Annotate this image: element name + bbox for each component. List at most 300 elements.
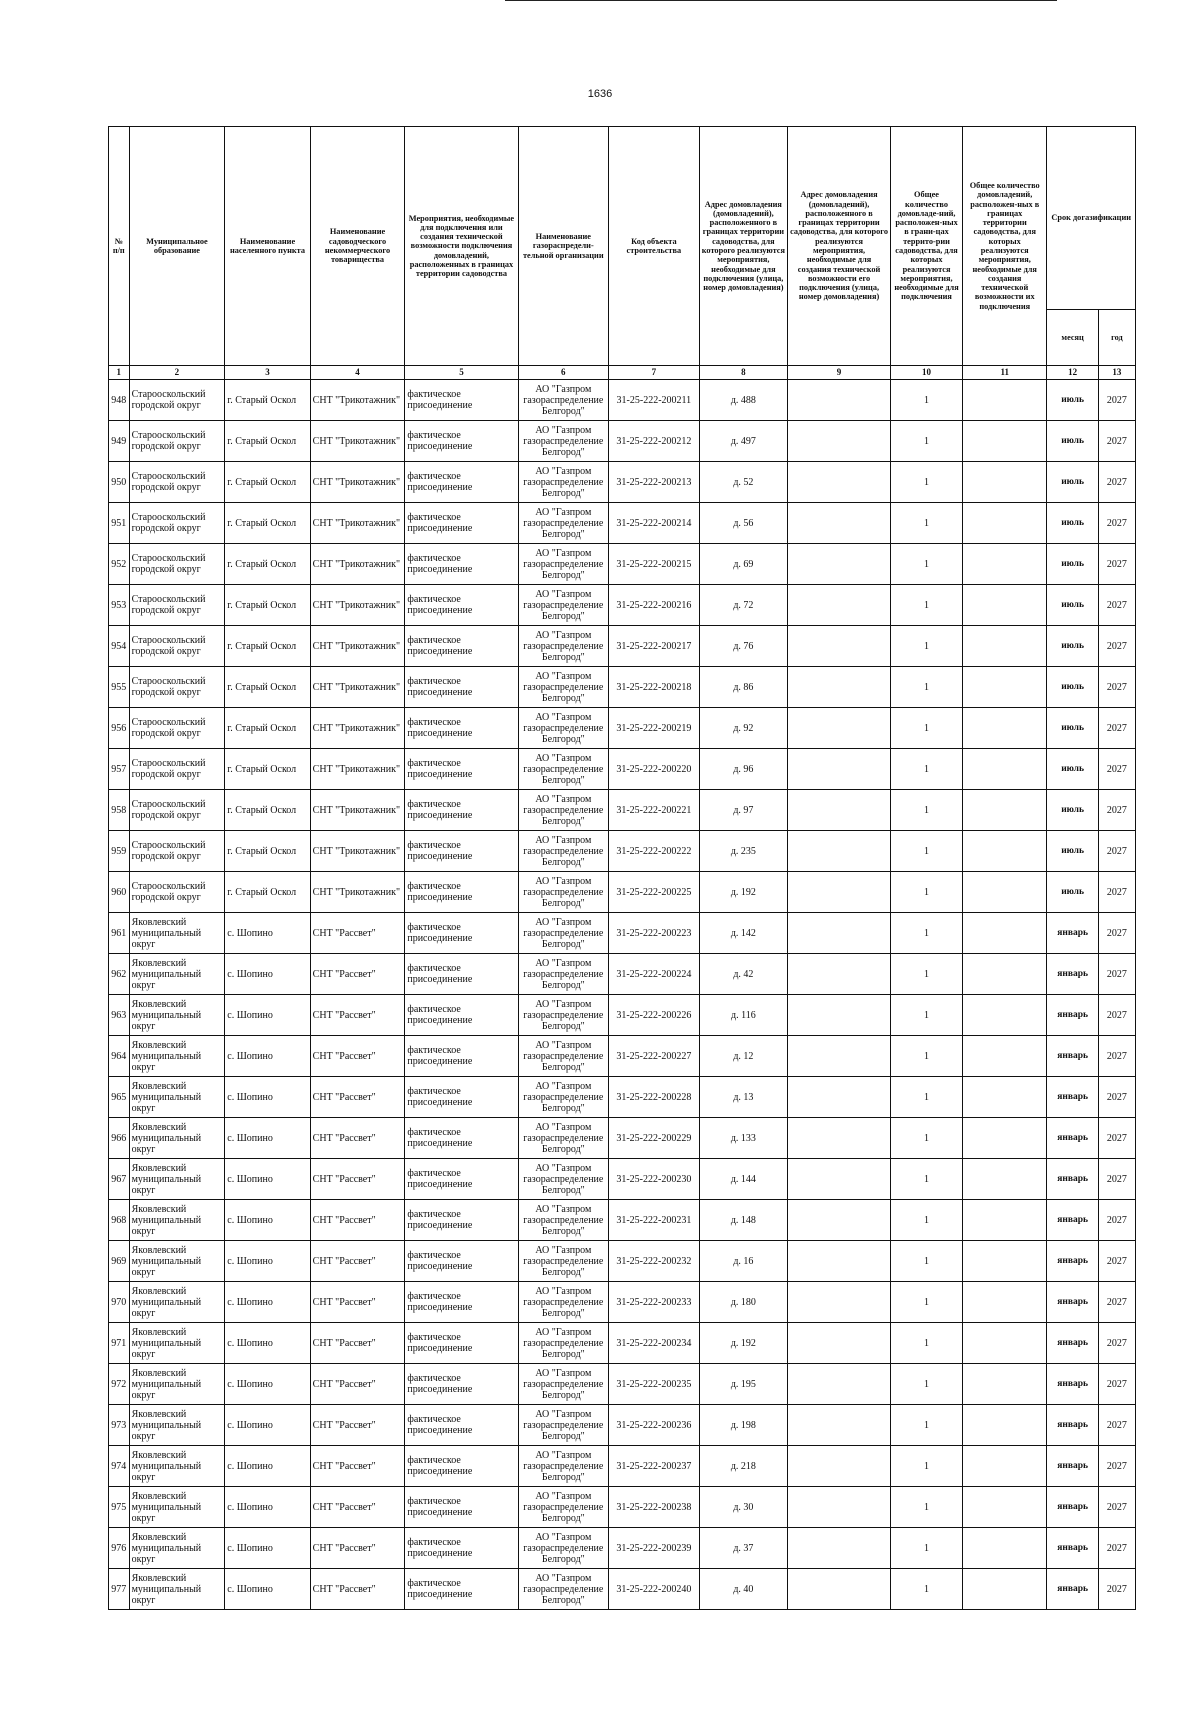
count-cell: 1: [891, 1446, 963, 1487]
year-cell: 2027: [1098, 1282, 1135, 1323]
count-capability-cell: [963, 1487, 1047, 1528]
snt-cell: СНТ "Трикотажник": [310, 421, 405, 462]
year-cell: 2027: [1098, 872, 1135, 913]
year-cell: 2027: [1098, 913, 1135, 954]
measure-cell: фактическое присоединение: [405, 1405, 518, 1446]
count-capability-cell: [963, 1446, 1047, 1487]
gas-org-cell: АО "Газпром газораспределение Белгород": [518, 1077, 609, 1118]
gas-org-cell: АО "Газпром газораспределение Белгород": [518, 503, 609, 544]
row-number: 965: [109, 1077, 130, 1118]
table-row: [109, 667, 1136, 708]
address-capability-cell: [788, 1364, 891, 1405]
month-cell: июль: [1047, 708, 1098, 749]
month-cell: январь: [1047, 1364, 1098, 1405]
measure-cell: фактическое присоединение: [405, 831, 518, 872]
count-cell: 1: [891, 544, 963, 585]
row-number: 972: [109, 1364, 130, 1405]
snt-cell: СНТ "Трикотажник": [310, 626, 405, 667]
address-capability-cell: [788, 954, 891, 995]
municipality-cell: Яковлевский муниципальный округ: [129, 954, 225, 995]
header-year: год: [1098, 310, 1135, 366]
month-cell: июль: [1047, 462, 1098, 503]
municipality-cell: Яковлевский муниципальный округ: [129, 1487, 225, 1528]
settlement-cell: с. Шопино: [225, 1405, 310, 1446]
table-row: [109, 913, 1136, 954]
year-cell: 2027: [1098, 1200, 1135, 1241]
row-number: 953: [109, 585, 130, 626]
top-rule: [505, 0, 1057, 1]
measure-cell: фактическое присоединение: [405, 749, 518, 790]
address-capability-cell: [788, 1282, 891, 1323]
year-cell: 2027: [1098, 1077, 1135, 1118]
row-number: 975: [109, 1487, 130, 1528]
object-code-cell: 31-25-222-200217: [609, 626, 700, 667]
address-cell: д. 16: [699, 1241, 787, 1282]
count-capability-cell: [963, 1528, 1047, 1569]
row-number: 977: [109, 1569, 130, 1610]
object-code-cell: 31-25-222-200227: [609, 1036, 700, 1077]
page-number: 1636: [587, 88, 613, 100]
count-cell: 1: [891, 1569, 963, 1610]
settlement-cell: г. Старый Оскол: [225, 708, 310, 749]
count-cell: 1: [891, 1159, 963, 1200]
municipality-cell: Яковлевский муниципальный округ: [129, 1282, 225, 1323]
object-code-cell: 31-25-222-200215: [609, 544, 700, 585]
address-capability-cell: [788, 503, 891, 544]
count-cell: 1: [891, 872, 963, 913]
header-gas-org: Наименование газораспредели-тельной организации: [518, 127, 609, 366]
object-code-cell: 31-25-222-200234: [609, 1323, 700, 1364]
table-body: [109, 380, 1136, 1610]
row-number: 968: [109, 1200, 130, 1241]
address-capability-cell: [788, 544, 891, 585]
measure-cell: фактическое присоединение: [405, 1487, 518, 1528]
settlement-cell: г. Старый Оскол: [225, 503, 310, 544]
gas-org-cell: АО "Газпром газораспределение Белгород": [518, 790, 609, 831]
gas-org-cell: АО "Газпром газораспределение Белгород": [518, 1159, 609, 1200]
gas-org-cell: АО "Газпром газораспределение Белгород": [518, 1282, 609, 1323]
municipality-cell: Яковлевский муниципальный округ: [129, 1159, 225, 1200]
month-cell: июль: [1047, 380, 1098, 421]
object-code-cell: 31-25-222-200220: [609, 749, 700, 790]
municipality-cell: Старооскольский городской округ: [129, 544, 225, 585]
measure-cell: фактическое присоединение: [405, 585, 518, 626]
count-capability-cell: [963, 749, 1047, 790]
address-capability-cell: [788, 790, 891, 831]
address-capability-cell: [788, 1569, 891, 1610]
row-number: 966: [109, 1118, 130, 1159]
measure-cell: фактическое присоединение: [405, 1036, 518, 1077]
year-cell: 2027: [1098, 462, 1135, 503]
gas-org-cell: АО "Газпром газораспределение Белгород": [518, 667, 609, 708]
gas-org-cell: АО "Газпром газораспределение Белгород": [518, 380, 609, 421]
header-municipality: Муниципальное образование: [129, 127, 225, 366]
count-capability-cell: [963, 1036, 1047, 1077]
table-row: [109, 1446, 1136, 1487]
year-cell: 2027: [1098, 1364, 1135, 1405]
settlement-cell: с. Шопино: [225, 1446, 310, 1487]
header-count-connect: Общее количество домовладе-ний, расположен-ных в грани-цах террито-рии садоводства, для которых реализуются мероприятия, необходимые для подключения: [891, 127, 963, 366]
month-cell: июль: [1047, 585, 1098, 626]
count-cell: 1: [891, 995, 963, 1036]
month-cell: январь: [1047, 1282, 1098, 1323]
snt-cell: СНТ "Рассвет": [310, 995, 405, 1036]
settlement-cell: г. Старый Оскол: [225, 626, 310, 667]
year-cell: 2027: [1098, 708, 1135, 749]
column-number: 12: [1047, 366, 1098, 380]
row-number: 967: [109, 1159, 130, 1200]
object-code-cell: 31-25-222-200228: [609, 1077, 700, 1118]
municipality-cell: Яковлевский муниципальный округ: [129, 1569, 225, 1610]
table-row: [109, 1159, 1136, 1200]
measure-cell: фактическое присоединение: [405, 1077, 518, 1118]
table-row: [109, 1405, 1136, 1446]
count-capability-cell: [963, 913, 1047, 954]
measure-cell: фактическое присоединение: [405, 667, 518, 708]
address-capability-cell: [788, 995, 891, 1036]
object-code-cell: 31-25-222-200229: [609, 1118, 700, 1159]
snt-cell: СНТ "Рассвет": [310, 1118, 405, 1159]
municipality-cell: Старооскольский городской округ: [129, 380, 225, 421]
count-capability-cell: [963, 1323, 1047, 1364]
year-cell: 2027: [1098, 503, 1135, 544]
row-number: 955: [109, 667, 130, 708]
year-cell: 2027: [1098, 749, 1135, 790]
row-number: 951: [109, 503, 130, 544]
year-cell: 2027: [1098, 1487, 1135, 1528]
count-cell: 1: [891, 380, 963, 421]
address-capability-cell: [788, 462, 891, 503]
count-cell: 1: [891, 503, 963, 544]
count-cell: 1: [891, 790, 963, 831]
year-cell: 2027: [1098, 1405, 1135, 1446]
table-row: [109, 1118, 1136, 1159]
address-capability-cell: [788, 1446, 891, 1487]
municipality-cell: Яковлевский муниципальный округ: [129, 995, 225, 1036]
year-cell: 2027: [1098, 1446, 1135, 1487]
snt-cell: СНТ "Рассвет": [310, 1528, 405, 1569]
snt-cell: СНТ "Рассвет": [310, 1405, 405, 1446]
year-cell: 2027: [1098, 790, 1135, 831]
snt-cell: СНТ "Рассвет": [310, 913, 405, 954]
municipality-cell: Яковлевский муниципальный округ: [129, 1036, 225, 1077]
snt-cell: СНТ "Трикотажник": [310, 749, 405, 790]
table-row: [109, 380, 1136, 421]
count-cell: 1: [891, 831, 963, 872]
snt-cell: СНТ "Трикотажник": [310, 708, 405, 749]
object-code-cell: 31-25-222-200226: [609, 995, 700, 1036]
address-capability-cell: [788, 913, 891, 954]
settlement-cell: с. Шопино: [225, 1200, 310, 1241]
gas-org-cell: АО "Газпром газораспределение Белгород": [518, 1405, 609, 1446]
month-cell: июль: [1047, 503, 1098, 544]
gas-org-cell: АО "Газпром газораспределение Белгород": [518, 1446, 609, 1487]
measure-cell: фактическое присоединение: [405, 1159, 518, 1200]
gas-org-cell: АО "Газпром газораспределение Белгород": [518, 585, 609, 626]
column-number: 11: [963, 366, 1047, 380]
settlement-cell: г. Старый Оскол: [225, 544, 310, 585]
count-capability-cell: [963, 626, 1047, 667]
table-row: [109, 831, 1136, 872]
address-cell: д. 69: [699, 544, 787, 585]
year-cell: 2027: [1098, 544, 1135, 585]
measure-cell: фактическое присоединение: [405, 790, 518, 831]
header-count-capability: Общее количество домовладений, расположен-ных в границах территории садоводства, для которых реализуются мероприятия, необходимые для создания технической возможности их подключения: [963, 127, 1047, 366]
measure-cell: фактическое присоединение: [405, 1569, 518, 1610]
settlement-cell: г. Старый Оскол: [225, 380, 310, 421]
settlement-cell: с. Шопино: [225, 1364, 310, 1405]
month-cell: январь: [1047, 1077, 1098, 1118]
measure-cell: фактическое присоединение: [405, 1364, 518, 1405]
count-cell: 1: [891, 1323, 963, 1364]
municipality-cell: Старооскольский городской округ: [129, 872, 225, 913]
table-row: [109, 1200, 1136, 1241]
address-cell: д. 92: [699, 708, 787, 749]
gas-org-cell: АО "Газпром газораспределение Белгород": [518, 1528, 609, 1569]
snt-cell: СНТ "Трикотажник": [310, 872, 405, 913]
row-number: 956: [109, 708, 130, 749]
row-number: 958: [109, 790, 130, 831]
month-cell: январь: [1047, 954, 1098, 995]
object-code-cell: 31-25-222-200235: [609, 1364, 700, 1405]
row-number: 952: [109, 544, 130, 585]
measure-cell: фактическое присоединение: [405, 1446, 518, 1487]
address-capability-cell: [788, 1323, 891, 1364]
gas-org-cell: АО "Газпром газораспределение Белгород": [518, 1487, 609, 1528]
address-cell: д. 133: [699, 1118, 787, 1159]
month-cell: июль: [1047, 421, 1098, 462]
table-row: [109, 1487, 1136, 1528]
municipality-cell: Старооскольский городской округ: [129, 749, 225, 790]
settlement-cell: г. Старый Оскол: [225, 872, 310, 913]
header-deadline: Срок догазификации: [1047, 127, 1136, 310]
count-cell: 1: [891, 1528, 963, 1569]
column-number: 3: [225, 366, 310, 380]
measure-cell: фактическое присоединение: [405, 1118, 518, 1159]
municipality-cell: Яковлевский муниципальный округ: [129, 1528, 225, 1569]
gas-org-cell: АО "Газпром газораспределение Белгород": [518, 1118, 609, 1159]
header-settlement: Наименование населенного пункта: [225, 127, 310, 366]
row-number: 950: [109, 462, 130, 503]
row-number: 963: [109, 995, 130, 1036]
header-address-capability: Адрес домовладения (домовладений), расположенного в границах территории садоводства, для которого реализуются мероприятия, необходимые для создания технической возможности его подключения (улица, номер домовладения): [788, 127, 891, 366]
municipality-cell: Яковлевский муниципальный округ: [129, 1118, 225, 1159]
snt-cell: СНТ "Рассвет": [310, 1282, 405, 1323]
month-cell: январь: [1047, 1159, 1098, 1200]
address-cell: д. 497: [699, 421, 787, 462]
snt-cell: СНТ "Рассвет": [310, 1200, 405, 1241]
address-cell: д. 13: [699, 1077, 787, 1118]
count-cell: 1: [891, 1364, 963, 1405]
settlement-cell: г. Старый Оскол: [225, 790, 310, 831]
snt-cell: СНТ "Трикотажник": [310, 544, 405, 585]
object-code-cell: 31-25-222-200239: [609, 1528, 700, 1569]
address-cell: д. 488: [699, 380, 787, 421]
gas-org-cell: АО "Газпром газораспределение Белгород": [518, 954, 609, 995]
month-cell: январь: [1047, 1528, 1098, 1569]
municipality-cell: Яковлевский муниципальный округ: [129, 1241, 225, 1282]
table-row: [109, 585, 1136, 626]
count-cell: 1: [891, 667, 963, 708]
object-code-cell: 31-25-222-200224: [609, 954, 700, 995]
month-cell: июль: [1047, 626, 1098, 667]
municipality-cell: Старооскольский городской округ: [129, 790, 225, 831]
measure-cell: фактическое присоединение: [405, 1528, 518, 1569]
settlement-cell: с. Шопино: [225, 1159, 310, 1200]
settlement-cell: г. Старый Оскол: [225, 749, 310, 790]
gas-org-cell: АО "Газпром газораспределение Белгород": [518, 995, 609, 1036]
count-capability-cell: [963, 1405, 1047, 1446]
measure-cell: фактическое присоединение: [405, 544, 518, 585]
settlement-cell: с. Шопино: [225, 1077, 310, 1118]
address-cell: д. 76: [699, 626, 787, 667]
header-month: месяц: [1047, 310, 1098, 366]
row-number: 973: [109, 1405, 130, 1446]
snt-cell: СНТ "Трикотажник": [310, 790, 405, 831]
month-cell: январь: [1047, 995, 1098, 1036]
address-cell: д. 42: [699, 954, 787, 995]
address-cell: д. 192: [699, 872, 787, 913]
column-number: 6: [518, 366, 609, 380]
count-cell: 1: [891, 1282, 963, 1323]
table-header: [109, 127, 1136, 380]
table-row: [109, 1282, 1136, 1323]
snt-cell: СНТ "Рассвет": [310, 1077, 405, 1118]
object-code-cell: 31-25-222-200222: [609, 831, 700, 872]
year-cell: 2027: [1098, 1036, 1135, 1077]
count-capability-cell: [963, 954, 1047, 995]
measure-cell: фактическое присоединение: [405, 995, 518, 1036]
count-capability-cell: [963, 1569, 1047, 1610]
address-cell: д. 235: [699, 831, 787, 872]
count-cell: 1: [891, 708, 963, 749]
object-code-cell: 31-25-222-200211: [609, 380, 700, 421]
year-cell: 2027: [1098, 585, 1135, 626]
count-cell: 1: [891, 749, 963, 790]
address-capability-cell: [788, 708, 891, 749]
settlement-cell: г. Старый Оскол: [225, 462, 310, 503]
object-code-cell: 31-25-222-200213: [609, 462, 700, 503]
gas-org-cell: АО "Газпром газораспределение Белгород": [518, 544, 609, 585]
object-code-cell: 31-25-222-200238: [609, 1487, 700, 1528]
municipality-cell: Старооскольский городской округ: [129, 585, 225, 626]
table-row: [109, 790, 1136, 831]
object-code-cell: 31-25-222-200214: [609, 503, 700, 544]
measure-cell: фактическое присоединение: [405, 462, 518, 503]
address-capability-cell: [788, 749, 891, 790]
municipality-cell: Старооскольский городской округ: [129, 462, 225, 503]
snt-cell: СНТ "Рассвет": [310, 1364, 405, 1405]
address-cell: д. 86: [699, 667, 787, 708]
month-cell: январь: [1047, 1241, 1098, 1282]
measure-cell: фактическое присоединение: [405, 503, 518, 544]
address-capability-cell: [788, 1200, 891, 1241]
municipality-cell: Яковлевский муниципальный округ: [129, 1405, 225, 1446]
count-capability-cell: [963, 1159, 1047, 1200]
count-capability-cell: [963, 1364, 1047, 1405]
municipality-cell: Яковлевский муниципальный округ: [129, 1200, 225, 1241]
count-cell: 1: [891, 462, 963, 503]
month-cell: июль: [1047, 872, 1098, 913]
count-cell: 1: [891, 421, 963, 462]
settlement-cell: с. Шопино: [225, 1241, 310, 1282]
count-cell: 1: [891, 954, 963, 995]
month-cell: январь: [1047, 1405, 1098, 1446]
measure-cell: фактическое присоединение: [405, 1241, 518, 1282]
table-row: [109, 1364, 1136, 1405]
column-number: 1: [109, 366, 130, 380]
measure-cell: фактическое присоединение: [405, 1200, 518, 1241]
column-number: 9: [788, 366, 891, 380]
snt-cell: СНТ "Рассвет": [310, 1446, 405, 1487]
measure-cell: фактическое присоединение: [405, 1282, 518, 1323]
snt-cell: СНТ "Рассвет": [310, 1487, 405, 1528]
count-capability-cell: [963, 421, 1047, 462]
year-cell: 2027: [1098, 1241, 1135, 1282]
address-cell: д. 12: [699, 1036, 787, 1077]
address-cell: д. 195: [699, 1364, 787, 1405]
count-cell: 1: [891, 1118, 963, 1159]
gas-org-cell: АО "Газпром газораспределение Белгород": [518, 1323, 609, 1364]
column-number: 4: [310, 366, 405, 380]
snt-cell: СНТ "Трикотажник": [310, 462, 405, 503]
address-capability-cell: [788, 1077, 891, 1118]
month-cell: июль: [1047, 790, 1098, 831]
address-cell: д. 30: [699, 1487, 787, 1528]
count-capability-cell: [963, 544, 1047, 585]
row-number: 961: [109, 913, 130, 954]
municipality-cell: Старооскольский городской округ: [129, 626, 225, 667]
month-cell: январь: [1047, 1118, 1098, 1159]
gas-org-cell: АО "Газпром газораспределение Белгород": [518, 831, 609, 872]
count-capability-cell: [963, 1200, 1047, 1241]
row-number: 964: [109, 1036, 130, 1077]
month-cell: январь: [1047, 1569, 1098, 1610]
object-code-cell: 31-25-222-200219: [609, 708, 700, 749]
address-cell: д. 97: [699, 790, 787, 831]
municipality-cell: Яковлевский муниципальный округ: [129, 913, 225, 954]
address-cell: д. 192: [699, 1323, 787, 1364]
year-cell: 2027: [1098, 995, 1135, 1036]
table-row: [109, 421, 1136, 462]
month-cell: январь: [1047, 1487, 1098, 1528]
measure-cell: фактическое присоединение: [405, 708, 518, 749]
row-number: 959: [109, 831, 130, 872]
count-capability-cell: [963, 831, 1047, 872]
year-cell: 2027: [1098, 380, 1135, 421]
table-row: [109, 1036, 1136, 1077]
settlement-cell: с. Шопино: [225, 1528, 310, 1569]
settlement-cell: с. Шопино: [225, 995, 310, 1036]
table-row: [109, 1569, 1136, 1610]
municipality-cell: Яковлевский муниципальный округ: [129, 1364, 225, 1405]
count-capability-cell: [963, 462, 1047, 503]
settlement-cell: с. Шопино: [225, 954, 310, 995]
row-number: 974: [109, 1446, 130, 1487]
address-capability-cell: [788, 1118, 891, 1159]
count-cell: 1: [891, 1241, 963, 1282]
row-number: 971: [109, 1323, 130, 1364]
address-capability-cell: [788, 1487, 891, 1528]
snt-cell: СНТ "Рассвет": [310, 1569, 405, 1610]
year-cell: 2027: [1098, 626, 1135, 667]
object-code-cell: 31-25-222-200233: [609, 1282, 700, 1323]
count-capability-cell: [963, 585, 1047, 626]
gas-org-cell: АО "Газпром газораспределение Белгород": [518, 913, 609, 954]
settlement-cell: г. Старый Оскол: [225, 667, 310, 708]
address-capability-cell: [788, 667, 891, 708]
snt-cell: СНТ "Трикотажник": [310, 667, 405, 708]
